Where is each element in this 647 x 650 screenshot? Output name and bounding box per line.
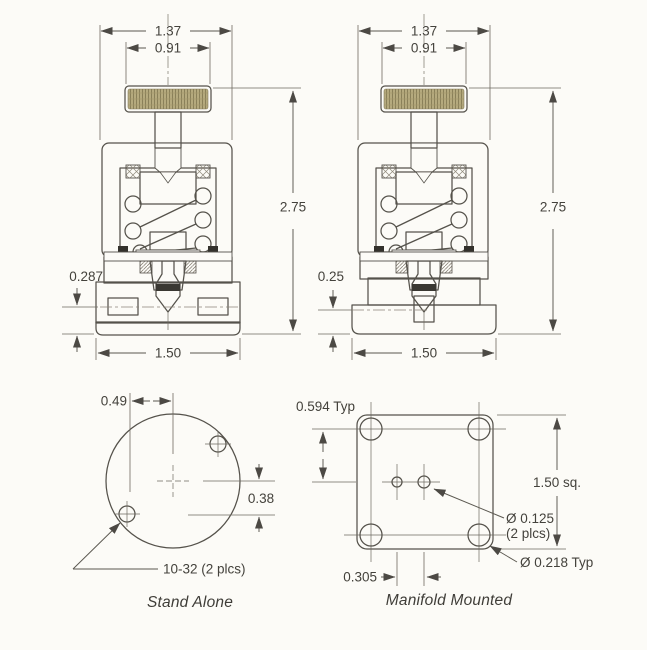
dim-label: 0.305: [343, 569, 377, 585]
caption-stand-alone: Stand Alone: [146, 594, 234, 611]
dim-label: 1.37: [410, 23, 438, 39]
leader-line: [73, 523, 120, 569]
thread-note: 10-32 (2 plcs): [163, 561, 246, 577]
side-port-right: [198, 298, 228, 315]
dim-label: Ø 0.125: [506, 511, 555, 526]
dim-hole-offset: [343, 552, 441, 586]
bottom-view-stand-alone: [73, 393, 275, 611]
dim-label: 0.38: [247, 491, 275, 506]
dim-label: 1.50: [410, 345, 438, 361]
dim-label: 0.91: [154, 40, 182, 56]
dim-label: 1.37: [154, 23, 182, 39]
dim-label: 2.75: [279, 199, 307, 215]
thread-callout: [73, 523, 246, 577]
dim-label: 0.25: [317, 269, 344, 284]
dim-overall-height-left: [213, 88, 306, 334]
valve-base-ported: [96, 257, 240, 335]
dim-label: Ø 0.218 Typ: [520, 555, 594, 570]
dim-label: 0.594 Typ: [296, 399, 356, 414]
dim-label: 2.75: [539, 199, 567, 215]
dim-base-width-left: [96, 338, 240, 361]
bottom-view-manifold: [296, 399, 593, 609]
dim-label: 0.287: [69, 269, 103, 284]
dim-label: 0.91: [410, 40, 438, 56]
small-hole-callout: [434, 489, 554, 541]
valve-upper-assembly: [358, 14, 488, 291]
dim-hole-offset-y: [188, 464, 275, 532]
valve-base-manifold: [352, 257, 496, 334]
dim-hole-offset-x: [101, 394, 171, 409]
corner-hole-callout: [490, 546, 593, 570]
dim-port-offset-left: [62, 269, 103, 352]
dim-overall-height-right: [469, 88, 566, 334]
dim-label: 1.50 sq.: [532, 475, 582, 490]
section-view-stand-alone: [62, 14, 306, 361]
dim-label: 0.49: [100, 393, 127, 409]
dim-base-width-right: [352, 338, 496, 361]
dim-port-offset-right: [318, 269, 352, 352]
dim-label: (2 plcs): [506, 526, 551, 541]
dim-label: 1.50: [154, 345, 182, 361]
valve-upper-assembly: [102, 14, 232, 291]
dim-hole-pitch: [296, 399, 355, 479]
side-port-left: [108, 298, 138, 315]
section-view-manifold: [318, 14, 566, 361]
caption-manifold-mounted: Manifold Mounted: [385, 592, 513, 609]
leader-line: [490, 546, 517, 562]
